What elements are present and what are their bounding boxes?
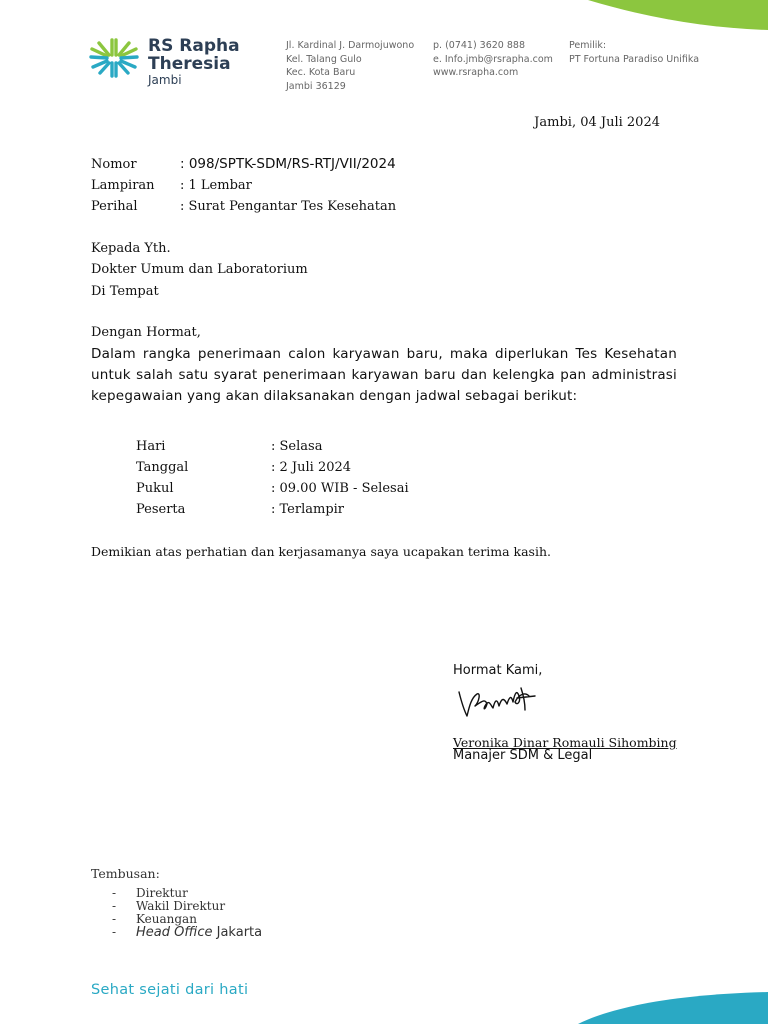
footer-tagline: Sehat sejati dari hati [91, 982, 249, 998]
signer-position: Manajer SDM & Legal [453, 748, 593, 763]
cc-text: Direktur [136, 886, 188, 900]
bottom-corner-decoration [578, 992, 768, 1024]
cc-list [112, 887, 262, 939]
cc-text: Wakil Direktur [136, 899, 226, 913]
schedule-label: Pukul [136, 481, 174, 496]
letterhead-address [286, 39, 415, 92]
brand-name-line1: RS Rapha [148, 36, 240, 56]
schedule-label: Hari [136, 439, 166, 454]
meta-value: : Surat Pengantar Tes Kesehatan [180, 199, 397, 214]
letter-date: Jambi, 04 Juli 2024 [534, 115, 660, 130]
owner-label: Pemilik: [569, 40, 607, 51]
schedule-label: Tanggal [136, 460, 189, 475]
owner-name: PT Fortuna Paradiso Unifika [569, 53, 700, 65]
sign-off: Hormat Kami, [453, 663, 543, 678]
meta-value: : 098/SPTK-SDM/RS-RTJ/VII/2024 [180, 156, 396, 172]
letterhead-contact [433, 39, 553, 84]
schedule-value: : Selasa [271, 439, 323, 454]
top-corner-decoration [588, 0, 768, 30]
body-paragraph: Dalam rangka penerimaan calon karyawan baru, maka diperlukan Tes Kesehatan untuk salah satu syarat penerimaan karyawan baru dan kelengka pan administrasi kepegawaian yang akan dilaksanakan dengan jadwal sebagai berikut: [91, 346, 677, 404]
recipient-line: Di Tempat [91, 284, 159, 299]
meta-value: : 1 Lembar [180, 178, 252, 193]
signer-name: Veronika Dinar Romauli Sihombing [453, 735, 677, 750]
brand-name-line2: Theresia [148, 54, 231, 74]
address-line: Kel. Talang Gulo [286, 53, 362, 65]
schedule-row [136, 502, 344, 517]
address-line: Jl. Kardinal J. Darmojuwono [286, 40, 415, 51]
phone-line: p. (0741) 3620 888 [433, 40, 526, 51]
schedule-value: : 2 Juli 2024 [271, 460, 352, 475]
schedule-row [136, 460, 351, 475]
meta-nomor [91, 156, 396, 172]
meta-label: Perihal [91, 199, 138, 214]
closing-line: Demikian atas perhatian dan kerjasamanya saya ucapakan terima kasih. [91, 544, 551, 559]
cc-text: Keuangan [136, 912, 197, 926]
schedule-row [136, 481, 409, 496]
address-line: Jambi 36129 [286, 80, 346, 92]
meta-label: Nomor [91, 157, 137, 172]
meta-perihal [91, 199, 396, 214]
cc-dash: - [112, 899, 117, 913]
handwritten-signature [455, 684, 545, 724]
schedule-row [136, 439, 322, 454]
cc-item [112, 926, 262, 939]
letterhead-owner [569, 39, 699, 84]
schedule-label: Peserta [136, 502, 186, 517]
schedule-value: : Terlampir [271, 502, 345, 517]
address-line: Kec. Kota Baru [286, 67, 356, 78]
cc-text-italic: Head Office [136, 925, 213, 940]
schedule-value: : 09.00 WIB - Selesai [271, 481, 409, 496]
brand-city: Jambi [148, 73, 182, 87]
meta-lampiran [91, 178, 252, 193]
email-line: e. Info.jmb@rsrapha.com [433, 53, 553, 65]
cc-title: Tembusan: [91, 866, 160, 881]
website-line: www.rsrapha.com [433, 67, 519, 78]
cc-dash: - [112, 925, 117, 939]
brand-wordmark [148, 37, 240, 86]
meta-label: Lampiran [91, 178, 155, 193]
hospital-logo-icon [90, 37, 138, 77]
greeting: Dengan Hormat, [91, 325, 201, 340]
cc-dash: - [112, 886, 117, 900]
cc-text: Jakarta [212, 925, 263, 940]
cc-dash: - [112, 912, 117, 926]
recipient-line: Dokter Umum dan Laboratorium [91, 262, 308, 277]
recipient-line: Kepada Yth. [91, 241, 171, 256]
